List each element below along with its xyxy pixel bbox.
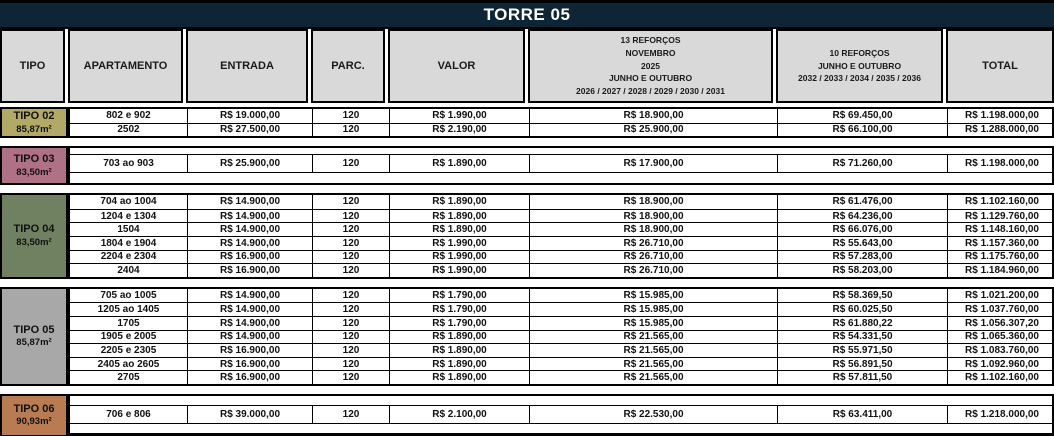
cell-apartamento: 1204 e 1304: [70, 209, 188, 223]
cell-reforcos-13: R$ 18.900,00: [530, 109, 778, 123]
reforcos-10-years: 2032 / 2033 / 2034 / 2035 / 2036: [798, 73, 921, 84]
cell-parc: 120: [313, 316, 390, 330]
cell-total: R$ 1.065.360,00: [948, 330, 1054, 344]
cell-parc: 120: [313, 289, 390, 303]
tipo-area-label: 83,50m²: [16, 236, 52, 248]
cell-apartamento: 1804 e 1904: [70, 236, 188, 250]
cell-apartamento: 704 ao 1004: [70, 195, 188, 209]
tipo-group: [0, 394, 1054, 436]
group-rows: [68, 193, 1054, 279]
cell-reforcos-13: R$ 26.710,00: [530, 236, 778, 250]
tipo-area-label: 85,87m²: [16, 123, 52, 135]
cell-reforcos-13: R$ 18.900,00: [530, 209, 778, 223]
cell-parc: 120: [313, 209, 390, 223]
col-header-apartamento-label: APARTAMENTO: [83, 60, 168, 72]
reforcos-13-line: JUNHO E OUTUBRO: [608, 73, 693, 84]
cell-apartamento: 2205 e 2305: [70, 343, 188, 357]
col-header-total: [946, 29, 1054, 103]
cell-total: R$ 1.102.160,00: [948, 370, 1054, 384]
tipo-area-label: 90,93m²: [16, 416, 52, 428]
cell-reforcos-10: R$ 58.369,50: [778, 289, 948, 303]
col-header-entrada-label: ENTRADA: [220, 60, 274, 72]
cell-entrada: R$ 14.900,00: [188, 222, 313, 236]
cell-apartamento: 1705: [70, 316, 188, 330]
cell-valor: R$ 1.790,00: [390, 289, 530, 303]
cell-entrada: R$ 19.000,00: [188, 109, 313, 123]
cell-entrada: R$ 27.500,00: [188, 123, 313, 137]
cell-reforcos-13: R$ 22.530,00: [530, 406, 778, 423]
table-row: [70, 405, 1052, 424]
cell-entrada: R$ 14.900,00: [188, 302, 313, 316]
cell-entrada: R$ 16.900,00: [188, 263, 313, 277]
cell-apartamento: 1205 ao 1405: [70, 302, 188, 316]
table-header-row: [0, 29, 1054, 103]
cell-valor: R$ 1.990,00: [390, 109, 530, 123]
tipo-label: TIPO 06: [13, 402, 55, 415]
tipo-area-label: 83,50m²: [16, 166, 52, 178]
cell-apartamento: 2502: [70, 123, 188, 137]
cell-total: R$ 1.184.960,00: [948, 263, 1054, 277]
tipo-cell: [0, 287, 68, 386]
cell-parc: 120: [313, 330, 390, 344]
cell-apartamento: 1504: [70, 222, 188, 236]
cell-valor: R$ 1.890,00: [390, 195, 530, 209]
tipo-label: TIPO 04: [13, 223, 55, 236]
col-header-entrada: [186, 29, 308, 103]
table-row: [70, 330, 1052, 344]
tipo-group: [0, 107, 1054, 138]
reforcos-13-line: 13 REFORÇOS: [620, 35, 681, 46]
cell-reforcos-13: R$ 18.900,00: [530, 222, 778, 236]
cell-reforcos-13: R$ 15.985,00: [530, 316, 778, 330]
cell-reforcos-13: R$ 15.985,00: [530, 302, 778, 316]
cell-total: R$ 1.083.760,00: [948, 343, 1054, 357]
table-row: [70, 357, 1052, 371]
cell-valor: R$ 1.990,00: [390, 250, 530, 264]
cell-apartamento: 2405 ao 2605: [70, 357, 188, 371]
cell-parc: 120: [313, 195, 390, 209]
cell-reforcos-13: R$ 26.710,00: [530, 250, 778, 264]
cell-parc: 120: [313, 263, 390, 277]
tipo-cell: [0, 146, 68, 185]
cell-apartamento: 706 e 806: [70, 406, 188, 423]
cell-total: R$ 1.288.000,00: [948, 123, 1054, 137]
reforcos-13-line: NOVEMBRO: [625, 47, 676, 58]
cell-entrada: R$ 14.900,00: [188, 289, 313, 303]
cell-valor: R$ 2.100,00: [390, 406, 530, 423]
cell-reforcos-10: R$ 63.411,00: [778, 406, 948, 423]
cell-apartamento: 2705: [70, 370, 188, 384]
cell-total: R$ 1.157.360,00: [948, 236, 1054, 250]
cell-reforcos-13: R$ 21.565,00: [530, 370, 778, 384]
cell-parc: 120: [313, 343, 390, 357]
cell-reforcos-13: R$ 21.565,00: [530, 357, 778, 371]
tipo-area-label: 85,87m²: [16, 337, 52, 349]
cell-apartamento: 703 ao 903: [70, 155, 188, 172]
table-row: [70, 236, 1052, 250]
col-header-tipo: [0, 29, 65, 103]
cell-reforcos-10: R$ 66.100,00: [778, 123, 948, 137]
col-header-tipo-label: TIPO: [19, 60, 46, 72]
cell-reforcos-10: R$ 56.891,50: [778, 357, 948, 371]
tipo-cell: [0, 107, 68, 138]
cell-reforcos-13: R$ 18.900,00: [530, 195, 778, 209]
cell-reforcos-10: R$ 61.476,00: [778, 195, 948, 209]
cell-valor: R$ 1.790,00: [390, 302, 530, 316]
cell-total: R$ 1.198.000,00: [965, 110, 1039, 122]
cell-parc: 120: [313, 236, 390, 250]
col-header-valor-label: VALOR: [437, 60, 476, 72]
cell-reforcos-10: R$ 61.880,22: [778, 316, 948, 330]
cell-reforcos-13: R$ 17.900,00: [530, 155, 778, 172]
cell-entrada: R$ 16.900,00: [188, 343, 313, 357]
cell-reforcos-10: R$ 58.203,00: [778, 263, 948, 277]
cell-parc: 120: [313, 222, 390, 236]
title-bar: [0, 0, 1054, 29]
cell-reforcos-10: R$ 71.260,00: [778, 155, 948, 172]
tipo-label: TIPO 03: [13, 152, 55, 165]
col-header-parc: [311, 29, 385, 103]
cell-reforcos-10: R$ 55.643,00: [778, 236, 948, 250]
table-row: [70, 222, 1052, 236]
cell-valor: R$ 1.890,00: [390, 330, 530, 344]
cell-parc: 120: [313, 155, 390, 172]
group-rows: [68, 146, 1054, 185]
col-header-reforcos-13: [528, 29, 773, 103]
tipo-label: TIPO 05: [13, 323, 55, 336]
cell-total: R$ 1.198.000,00: [965, 158, 1039, 170]
cell-entrada: R$ 39.000,00: [188, 406, 313, 423]
cell-reforcos-13: R$ 15.985,00: [530, 289, 778, 303]
table-row: [70, 123, 1052, 137]
cell-apartamento: 2204 e 2304: [70, 250, 188, 264]
cell-total: R$ 1.148.160,00: [948, 222, 1054, 236]
cell-valor: R$ 1.890,00: [390, 343, 530, 357]
table-row: [70, 250, 1052, 264]
cell-reforcos-10: R$ 69.450,00: [778, 109, 948, 123]
cell-parc: 120: [313, 406, 390, 423]
tipo-group: [0, 287, 1054, 386]
table-row: [70, 209, 1052, 223]
cell-apartamento: 1905 e 2005: [70, 330, 188, 344]
cell-total: R$ 1.129.760,00: [948, 209, 1054, 223]
cell-reforcos-13: R$ 21.565,00: [530, 343, 778, 357]
cell-entrada: R$ 14.900,00: [188, 330, 313, 344]
cell-entrada: R$ 14.900,00: [188, 195, 313, 209]
group-rows: [68, 287, 1054, 386]
tipo-label: TIPO 02: [13, 109, 55, 122]
tipo-group: [0, 193, 1054, 279]
tipo-cell: [0, 193, 68, 279]
cell-reforcos-10: R$ 54.331,50: [778, 330, 948, 344]
cell-entrada: R$ 16.900,00: [188, 370, 313, 384]
cell-reforcos-10: R$ 57.283,00: [778, 250, 948, 264]
cell-total: R$ 1.037.760,00: [948, 302, 1054, 316]
col-header-parc-label: PARC.: [331, 60, 365, 72]
cell-entrada: R$ 16.900,00: [188, 357, 313, 371]
cell-reforcos-13: R$ 21.565,00: [530, 330, 778, 344]
col-header-reforcos-10: [776, 29, 943, 103]
table-row: [70, 263, 1052, 277]
cell-total: R$ 1.218.000,00: [965, 408, 1039, 420]
table-row: [70, 195, 1052, 209]
col-header-total-label: TOTAL: [982, 60, 1018, 72]
cell-parc: 120: [313, 109, 390, 123]
tipo-cell: [0, 394, 68, 436]
cell-parc: 120: [313, 357, 390, 371]
cell-valor: R$ 1.890,00: [390, 357, 530, 371]
table-row: [70, 109, 1052, 123]
group-rows: [68, 107, 1054, 138]
cell-parc: 120: [313, 250, 390, 264]
cell-valor: R$ 1.990,00: [390, 236, 530, 250]
group-rows: [68, 394, 1054, 436]
cell-total: R$ 1.175.760,00: [948, 250, 1054, 264]
table-row: [70, 154, 1052, 173]
cell-valor: R$ 1.890,00: [390, 209, 530, 223]
cell-reforcos-13: R$ 26.710,00: [530, 263, 778, 277]
reforcos-13-years: 2026 / 2027 / 2028 / 2029 / 2030 / 2031: [576, 86, 725, 97]
cell-reforcos-13: R$ 25.900,00: [530, 123, 778, 137]
table-row: [70, 289, 1052, 303]
cell-parc: 120: [313, 302, 390, 316]
cell-total: R$ 1.056.307,20: [948, 316, 1054, 330]
cell-valor: R$ 1.790,00: [390, 316, 530, 330]
cell-reforcos-10: R$ 66.076,00: [778, 222, 948, 236]
table-row: [70, 343, 1052, 357]
cell-entrada: R$ 14.900,00: [188, 209, 313, 223]
cell-parc: 120: [313, 123, 390, 137]
table-row: [70, 316, 1052, 330]
reforcos-10-line: 10 REFORÇOS: [829, 47, 890, 58]
cell-valor: R$ 2.190,00: [390, 123, 530, 137]
cell-entrada: R$ 16.900,00: [188, 250, 313, 264]
cell-total: R$ 1.092.960,00: [948, 357, 1054, 371]
cell-apartamento: 802 e 902: [70, 109, 188, 123]
cell-total: R$ 1.021.200,00: [965, 290, 1039, 302]
cell-total: R$ 1.102.160,00: [965, 196, 1039, 208]
cell-entrada: R$ 14.900,00: [188, 236, 313, 250]
cell-parc: 120: [313, 370, 390, 384]
cell-reforcos-10: R$ 60.025,50: [778, 302, 948, 316]
cell-reforcos-10: R$ 64.236,00: [778, 209, 948, 223]
cell-reforcos-10: R$ 55.971,50: [778, 343, 948, 357]
cell-entrada: R$ 25.900,00: [188, 155, 313, 172]
cell-entrada: R$ 14.900,00: [188, 316, 313, 330]
cell-reforcos-10: R$ 57.811,50: [778, 370, 948, 384]
table-body: [0, 107, 1054, 436]
reforcos-13-line: 2025: [641, 60, 660, 71]
cell-valor: R$ 1.890,00: [390, 370, 530, 384]
cell-valor: R$ 1.990,00: [390, 263, 530, 277]
col-header-valor: [388, 29, 525, 103]
col-header-apartamento: [68, 29, 183, 103]
cell-valor: R$ 1.890,00: [390, 155, 530, 172]
reforcos-10-line: JUNHO E OUTUBRO: [817, 60, 902, 71]
cell-valor: R$ 1.890,00: [390, 222, 530, 236]
table-row: [70, 302, 1052, 316]
tipo-group: [0, 146, 1054, 185]
cell-apartamento: 2404: [70, 263, 188, 277]
table-row: [70, 370, 1052, 384]
cell-apartamento: 705 ao 1005: [70, 289, 188, 303]
sheet-title: TORRE 05: [483, 5, 571, 24]
